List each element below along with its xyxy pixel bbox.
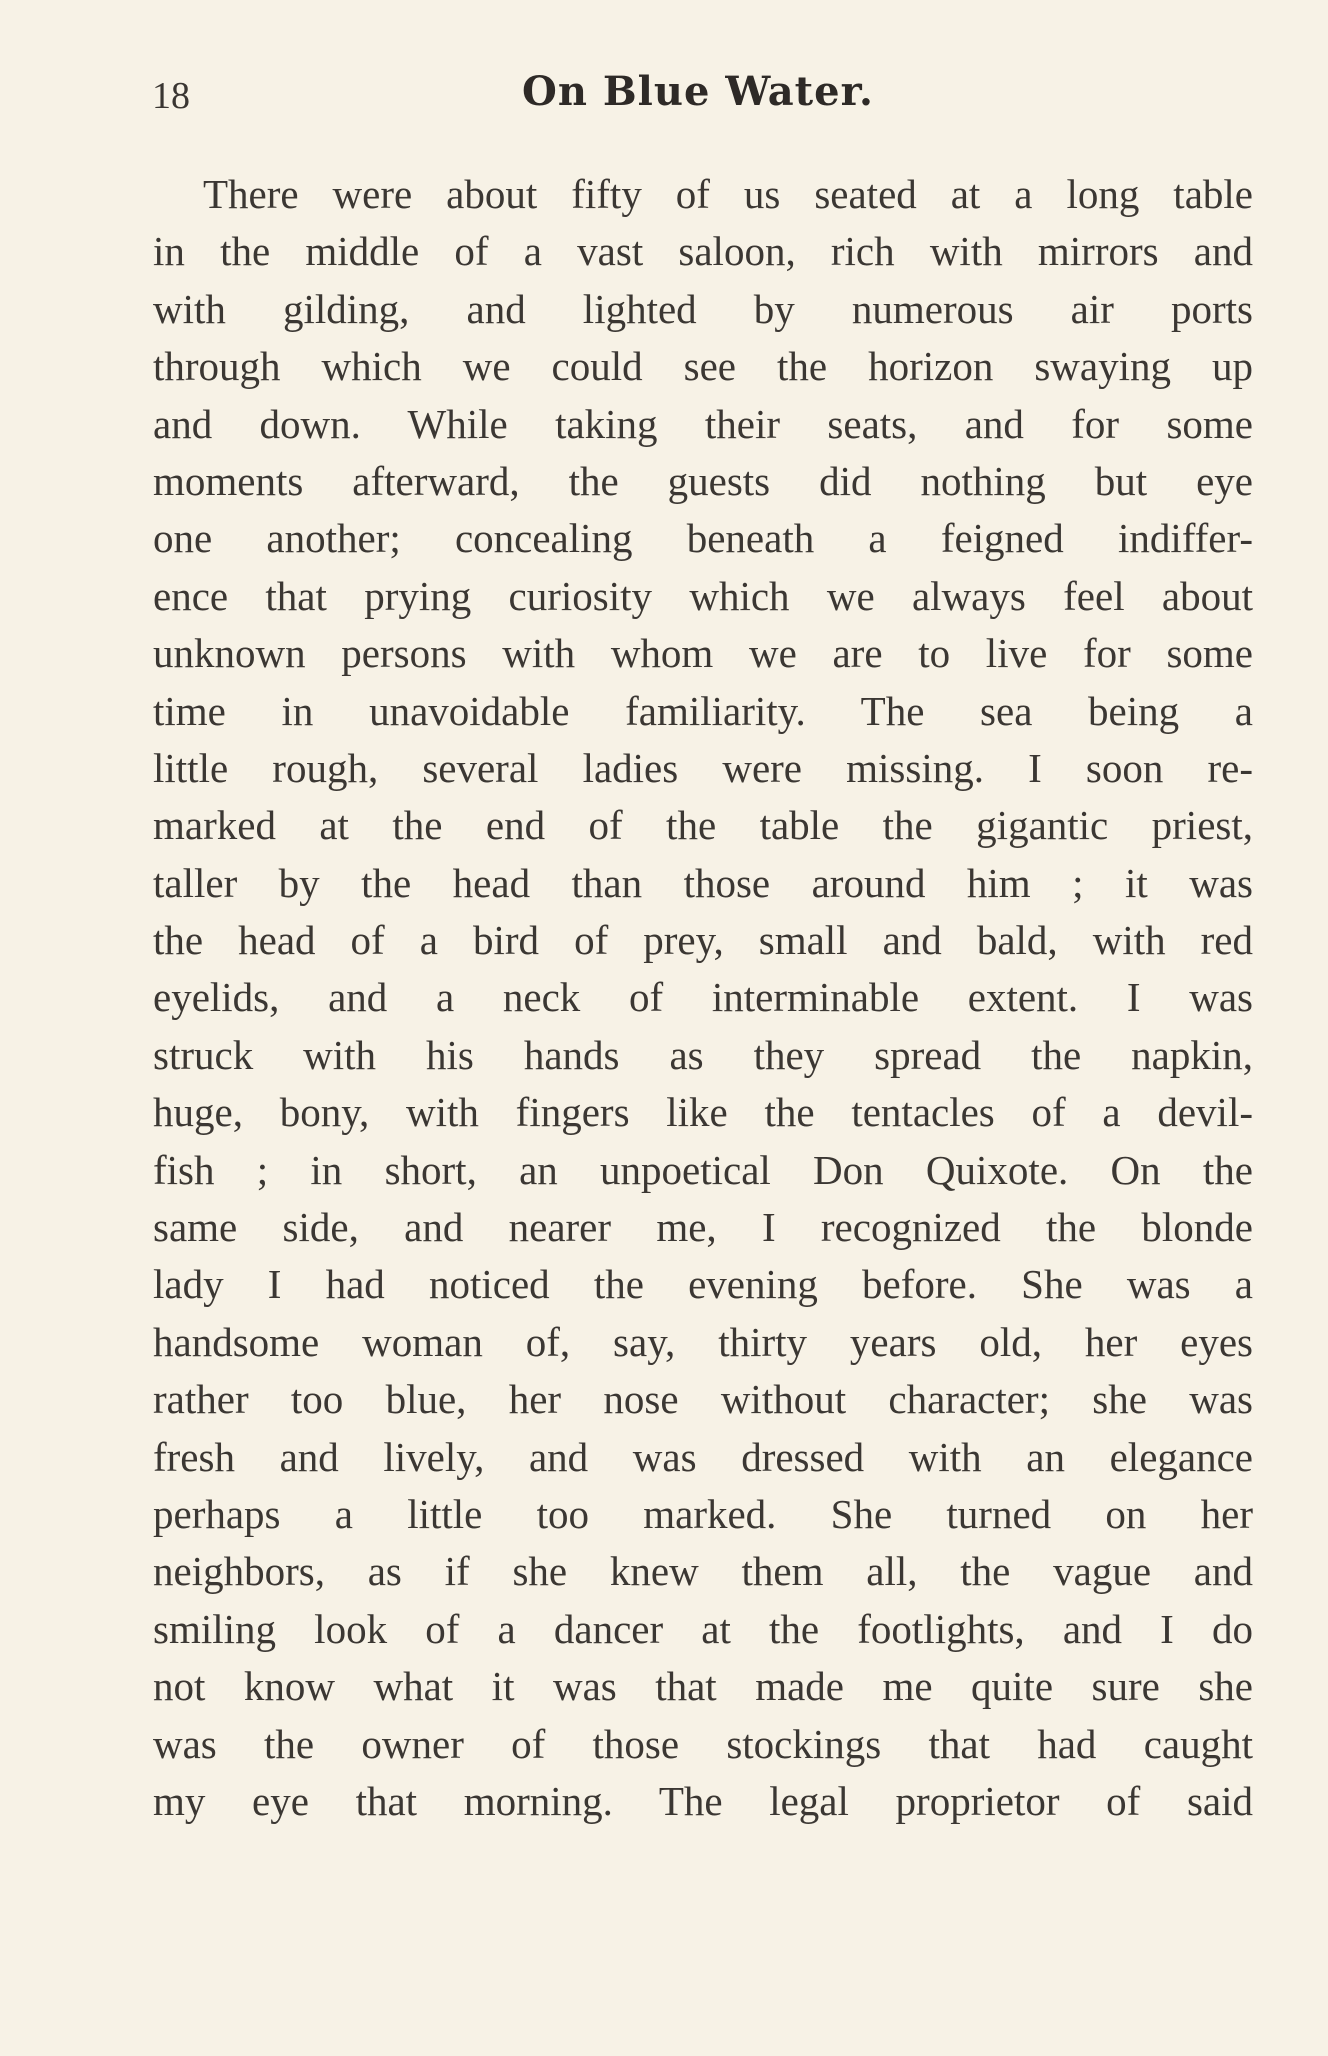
text-line: same side, and nearer me, I recognized the blonde <box>153 1204 1253 1251</box>
text-line: rather too blue, her nose without character; she was <box>153 1376 1253 1423</box>
text-line: time in unavoidable familiarity. The sea being a <box>153 687 1253 734</box>
running-head <box>152 62 1242 132</box>
text-line: taller by the head than those around him ; it was <box>153 859 1253 906</box>
text-line: huge, bony, with fingers like the tentacles of a devil- <box>153 1089 1253 1136</box>
text-line: ence that prying curiosity which we always feel about <box>153 572 1253 619</box>
page-number: 18 <box>152 75 190 117</box>
text-line: and down. While taking their seats, and for some <box>153 400 1253 447</box>
text-line: unknown persons with whom we are to live for some <box>153 630 1253 677</box>
text-line: eyelids, and a neck of interminable extent. I was <box>153 974 1253 1021</box>
running-title: On Blue Water. <box>522 68 874 115</box>
text-line: perhaps a little too marked. She turned on her <box>153 1490 1253 1537</box>
text-line: in the middle of a vast saloon, rich with mirrors and <box>153 228 1253 275</box>
text-line: my eye that morning. The legal proprietor of said <box>153 1777 1253 1824</box>
text-line: through which we could see the horizon swaying up <box>153 343 1253 390</box>
text-line: struck with his hands as they spread the napkin, <box>153 1031 1253 1078</box>
text-line: moments afterward, the guests did nothing but eye <box>153 457 1253 504</box>
text-line: little rough, several ladies were missing. I soon re- <box>153 744 1253 791</box>
text-line: fresh and lively, and was dressed with an elegance <box>153 1433 1253 1480</box>
text-line: marked at the end of the table the gigantic priest, <box>153 802 1253 849</box>
text-line: neighbors, as if she knew them all, the vague and <box>153 1548 1253 1595</box>
text-line: one another; concealing beneath a feigned indiffer- <box>153 515 1253 562</box>
text-line: not know what it was that made me quite sure she <box>153 1663 1253 1710</box>
text-line: smiling look of a dancer at the footlights, and I do <box>153 1605 1253 1652</box>
text-line: lady I had noticed the evening before. She was a <box>153 1261 1253 1308</box>
body-paragraph <box>153 166 1253 1830</box>
text-line: the head of a bird of prey, small and bald, with red <box>153 917 1253 964</box>
text-line: fish ; in short, an unpoetical Don Quixote. On the <box>153 1146 1253 1193</box>
text-line: with gilding, and lighted by numerous air ports <box>153 285 1253 332</box>
text-line: was the owner of those stockings that had caught <box>153 1720 1253 1767</box>
text-line: There were about fifty of us seated at a long table <box>203 171 1253 217</box>
text-line: handsome woman of, say, thirty years old, her eyes <box>153 1318 1253 1365</box>
